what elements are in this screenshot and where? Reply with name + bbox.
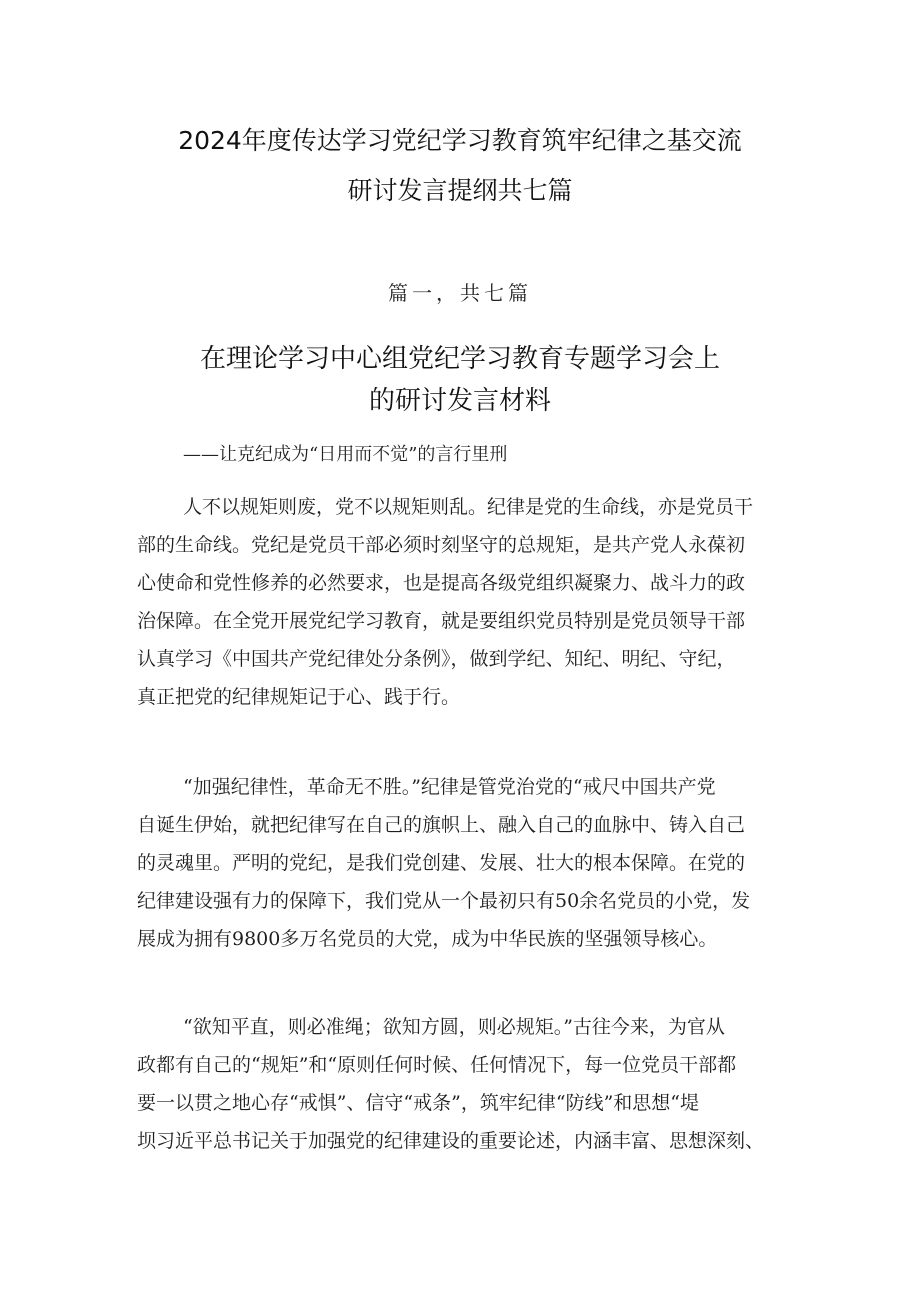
paragraph-line: 部的生命线。党纪是党员干部必须时刻坚守的总规矩，是共产党人永葆初 [137, 534, 746, 556]
paragraph-line: 的灵魂里。严明的党纪，是我们党创建、发展、壮大的根本保障。在党的 [137, 852, 746, 874]
paragraph-line: “欲知平直，则必准绳；欲知方圆，则必规矩。”古往今来，为官从 [183, 1016, 725, 1038]
speech-title-line-1: 在理论学习中心组党纪学习教育专题学习会上 [199, 344, 720, 374]
paragraph-line: 纪律建设强有力的保障下，我们党从一个最初只有50余名党员的小党，发 [137, 890, 751, 912]
paragraph-line: 认真学习《中国共产党纪律处分条例》，做到学纪、知纪、明纪、守纪， [137, 648, 736, 670]
paragraph-line: “加强纪律性，革命无不胜。”纪律是管党治党的“戒尺中国共产党 [183, 776, 716, 798]
paragraph-line: 政都有自己的“规矩”和“原则任何时候、任何情况下，每一位党员干部都 [137, 1054, 737, 1076]
paragraph-line: 坝习近平总书记关于加强党的纪律建设的重要论述，内涵丰富、思想深刻、 [137, 1130, 765, 1152]
document-title-line-1: 2024年度传达学习党纪学习教育筑牢纪律之基交流 [178, 126, 742, 155]
body-paragraph-2 [137, 768, 787, 958]
paragraph-line: 治保障。在全党开展党纪学习教育，就是要组织党员特别是党员领导干部 [137, 610, 746, 632]
document-title-line-2: 研讨发言提纲共七篇 [347, 176, 573, 205]
body-paragraph-1 [137, 488, 787, 716]
paragraph-line: 展成为拥有9800多万名党员的大党，成为中华民族的坚强领导核心。 [137, 928, 718, 950]
paragraph-line: 要一以贯之地心存“戒惧”、信守“戒条”，筑牢纪律“防线”和思想“堤 [137, 1092, 699, 1114]
speech-subtitle: ——让克纪成为“日用而不觉”的言行里刑 [183, 444, 508, 465]
body-paragraph-3 [137, 1008, 787, 1160]
paragraph-line: 真正把党的纪律规矩记于心、践于行。 [137, 686, 461, 708]
paragraph-line: 心使命和党性修养的必然要求，也是提高各级党组织凝聚力、战斗力的政 [137, 572, 746, 594]
paragraph-line: 自诞生伊始，就把纪律写在自己的旗帜上、融入自己的血脉中、铸入自己 [137, 814, 746, 836]
section-label: 篇一，共七篇 [388, 281, 532, 305]
speech-title-line-2: 的研讨发言材料 [368, 386, 551, 416]
paragraph-line: 人不以规矩则废，党不以规矩则乱。纪律是党的生命线，亦是党员干 [183, 496, 754, 518]
